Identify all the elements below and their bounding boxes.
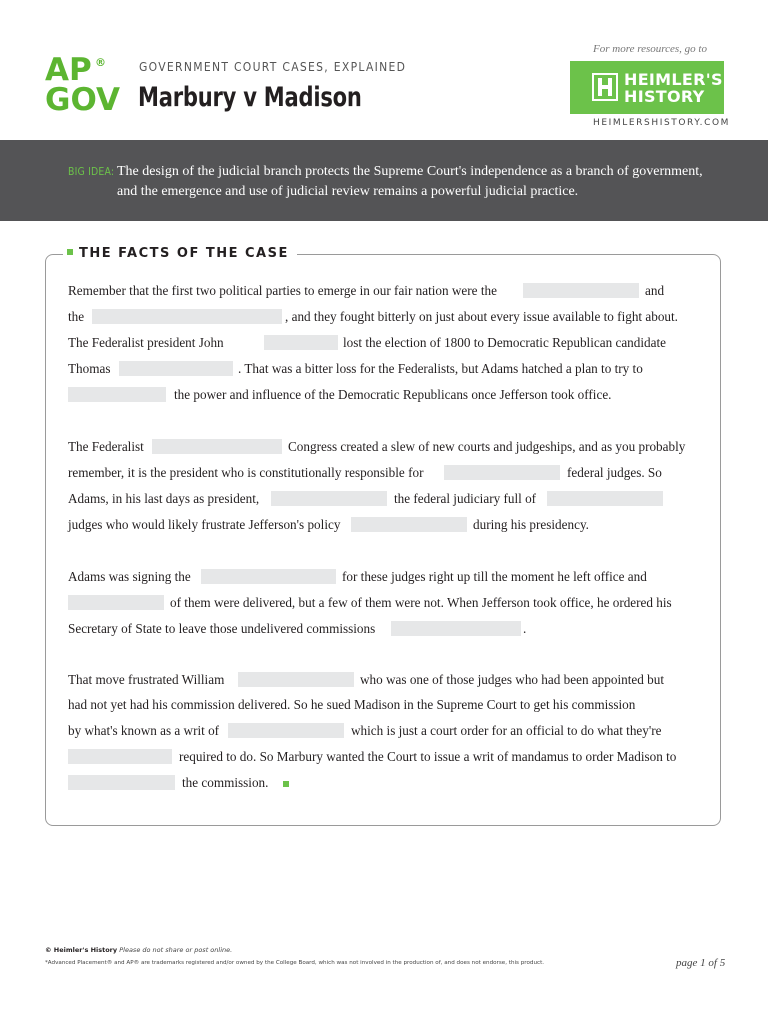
fill-in-blank[interactable] xyxy=(68,775,175,790)
section-heading xyxy=(63,245,297,263)
big-idea-label: BIG IDEA: xyxy=(68,165,115,178)
text-line: Adams was signing the xyxy=(68,569,191,584)
fill-in-blank[interactable] xyxy=(238,672,354,687)
text-line: The Federalist xyxy=(68,439,144,454)
text-line: the commission. xyxy=(182,775,269,790)
section-heading-text: THE FACTS OF THE CASE xyxy=(79,246,289,261)
text-line: , and they fought bitterly on just about every issue available to fight about. xyxy=(285,309,678,324)
text-line: by what's known as a writ of xyxy=(68,723,220,738)
fill-in-blank[interactable] xyxy=(68,387,166,402)
logo-ap: AP xyxy=(45,52,92,88)
h-logo-icon xyxy=(592,73,618,101)
fill-in-blank[interactable] xyxy=(264,335,338,350)
text-line: the power and influence of the Democratic Republicans once Jefferson took office. xyxy=(174,387,612,402)
text-line: had not yet had his commission delivered. So he sued Madison in the Supreme Court to get his commission xyxy=(68,697,636,712)
fill-in-blank[interactable] xyxy=(271,491,387,506)
end-marker-icon xyxy=(283,781,289,787)
text-line: lost the election of 1800 to Democratic Republican candidate xyxy=(343,335,666,350)
big-idea-line-1: The design of the judicial branch protects the Supreme Court's independence as a branch of government, xyxy=(117,164,703,179)
ap-gov-logo xyxy=(45,52,127,118)
green-square-icon xyxy=(67,249,73,255)
fill-in-blank[interactable] xyxy=(152,439,282,454)
text-line: required to do. So Marbury wanted the Court to issue a writ of mandamus to order Madison to xyxy=(179,749,677,764)
logo-gov: GOV xyxy=(45,82,120,118)
series-subtitle: GOVERNMENT COURT CASES, EXPLAINED xyxy=(139,60,407,74)
fill-in-blank[interactable] xyxy=(119,361,233,376)
text-line: judges who would likely frustrate Jefferson's policy xyxy=(68,517,341,532)
page-number: page 1 of 5 xyxy=(676,957,726,969)
text-line: which is just a court order for an official to do what they're xyxy=(351,723,662,738)
promo-text: For more resources, go to xyxy=(593,43,707,55)
fill-in-blank[interactable] xyxy=(201,569,336,584)
big-idea-text xyxy=(117,162,737,202)
text-line: who was one of those judges who had been appointed but xyxy=(360,672,664,687)
text-line: Thomas xyxy=(68,361,111,376)
copyright-text: © Heimler's History xyxy=(45,946,118,954)
fill-in-blank[interactable] xyxy=(228,723,344,738)
fill-in-blank[interactable] xyxy=(391,621,521,636)
fill-in-blank[interactable] xyxy=(547,491,663,506)
text-line: . xyxy=(523,621,527,636)
text-line: The Federalist president John xyxy=(68,335,224,350)
heimlers-history-logo[interactable] xyxy=(570,61,724,114)
text-line: federal judges. So xyxy=(567,465,662,480)
text-line: of them were delivered, but a few of them were not. When Jefferson took office, he ordered his xyxy=(170,595,672,610)
brand-line-2: HISTORY xyxy=(624,87,705,106)
fill-in-blank[interactable] xyxy=(68,749,172,764)
share-notice: Please do not share or post online. xyxy=(119,946,233,954)
website-link[interactable]: HEIMLERSHISTORY.COM xyxy=(593,118,731,128)
text-line: remember, it is the president who is constitutionally responsible for xyxy=(68,465,424,480)
text-line: Adams, in his last days as president, xyxy=(68,491,260,506)
fill-in-blank[interactable] xyxy=(92,309,282,324)
fill-in-blank[interactable] xyxy=(523,283,639,298)
text-line: Secretary of State to leave those undelivered commissions xyxy=(68,621,376,636)
text-line: during his presidency. xyxy=(473,517,589,532)
brand-line-1: HEIMLER'S xyxy=(624,70,723,89)
text-line: Remember that the first two political parties to emerge in our fair nation were the xyxy=(68,283,497,298)
text-line: for these judges right up till the moment he left office and xyxy=(342,569,647,584)
big-idea-line-2: and the emergence and use of judicial review remains a powerful judicial practice. xyxy=(117,184,579,199)
footer-copyright xyxy=(45,946,232,954)
text-line: Congress created a slew of new courts and judgeships, and as you probably xyxy=(288,439,686,454)
footer-trademark: *Advanced Placement® and AP® are trademarks registered and/or owned by the College Board, which was not involved in the production of, and does not endorse, this product. xyxy=(45,960,545,966)
fill-in-blank[interactable] xyxy=(68,595,164,610)
brand-name xyxy=(624,71,723,105)
text-line: . That was a bitter loss for the Federalists, but Adams hatched a plan to try to xyxy=(238,361,643,376)
text-line: the federal judiciary full of xyxy=(394,491,537,506)
fill-in-blank[interactable] xyxy=(444,465,560,480)
big-idea-band xyxy=(0,140,768,221)
page-title: Marbury v Madison xyxy=(138,82,362,113)
text-line: the xyxy=(68,309,85,324)
text-line: and xyxy=(645,283,665,298)
text-line: That move frustrated William xyxy=(68,672,225,687)
fill-in-blank[interactable] xyxy=(351,517,467,532)
logo-registered-mark: ® xyxy=(95,56,106,69)
